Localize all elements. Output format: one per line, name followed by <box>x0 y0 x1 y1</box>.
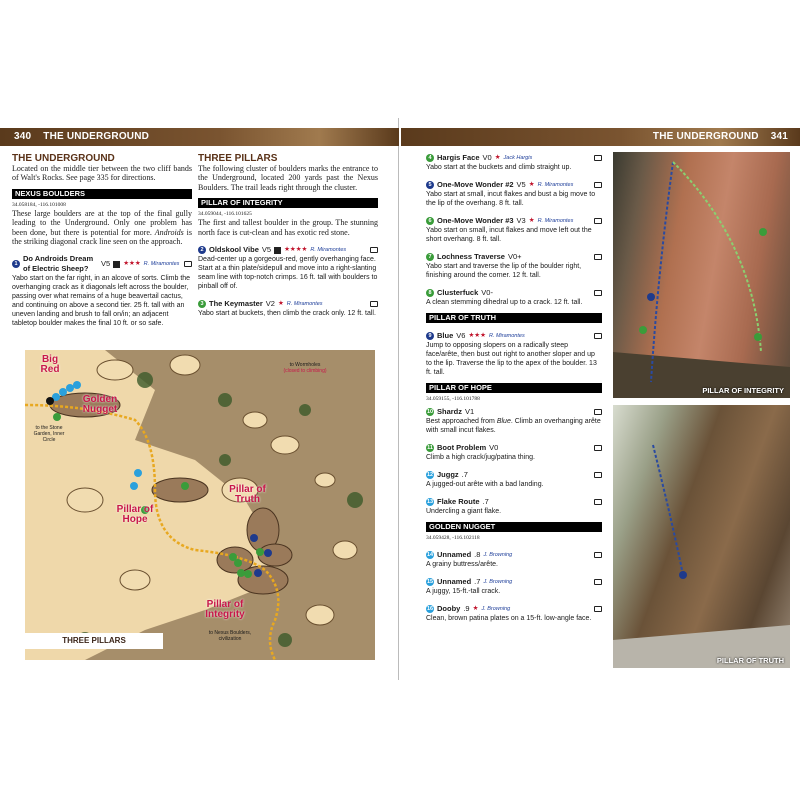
gps-coords: 34.059155, -116.101788 <box>426 396 480 402</box>
danger-icon <box>113 261 120 268</box>
map-note-wormholes <box>275 362 335 374</box>
route-grade: V1 <box>465 407 475 416</box>
route-number: 1 <box>12 260 20 268</box>
area-bar-nugget: GOLDEN NUGGET <box>426 522 602 532</box>
route-grade: V0+ <box>507 252 522 261</box>
route-name: Unnamed <box>437 577 472 586</box>
area-desc: The first and tallest boulder in the group. The stunning north face is cut-clean and has exotic red stone. <box>198 218 378 237</box>
photo-pillar-of-integrity <box>613 152 790 398</box>
map-note-nexus: to Nexus Boulders, civilization <box>208 630 252 642</box>
route-desc: Yabo start at small, incut flakes and bust a big move to the lip of the overhang. 8 ft. tall. <box>426 191 596 207</box>
first-ascent: R. Miramontes <box>537 218 574 224</box>
route-10 <box>426 407 602 435</box>
map-label-pillar-of-hope: Pillar of Hope <box>116 504 154 525</box>
route-grade: .7 <box>482 497 489 506</box>
route-9 <box>426 331 602 377</box>
text: Best approached from <box>426 418 497 425</box>
tick-checkbox[interactable] <box>594 290 602 296</box>
photo-caption: PILLAR OF TRUTH <box>716 656 784 665</box>
first-ascent: J. Browning <box>483 552 513 558</box>
route-grade: V0 <box>489 443 499 452</box>
tick-checkbox[interactable] <box>594 579 602 585</box>
star-rating: ★ <box>277 300 284 308</box>
topo-lines <box>613 405 790 668</box>
route-desc: A clean stemming dihedral up to a crack. 12 ft. tall. <box>426 299 583 306</box>
route-name: Blue <box>437 331 454 340</box>
route-number: 11 <box>427 445 433 451</box>
section-intro: The following cluster of boulders marks the entrance to the Underground, located 200 yards past the Nexus Boulders. The trail leads right through the cluster. <box>198 164 378 192</box>
route-number: 4 <box>426 154 434 162</box>
route-number: 3 <box>198 300 206 308</box>
route-desc: Clean, brown patina plates on a 15-ft. low-angle face. <box>426 615 592 622</box>
route-number: 16 <box>426 606 434 612</box>
route-number: 12 <box>426 472 434 478</box>
gps-coords: 34.059428, -116.102118 <box>426 535 480 541</box>
route-grade: V2 <box>265 299 275 309</box>
gps-coords: 34.058184, -116.101008 <box>12 201 66 208</box>
route-name: Dooby <box>437 604 461 613</box>
star-rating: ★★★★ <box>284 246 308 254</box>
route-desc: Climb a high crack/jug/patina thing. <box>426 454 535 461</box>
route-desc: Yabo start on the far right, in an alcove of sorts. Climb the overhanging crack as it diagonals left across the boulder, passing over what remains of a huge beavertail cactus, and continuing on above a second tier. 25 ft. tall with an uneven landing and brush to fall on/in; an adjacent tabletop boulder makes the final 10 ft. or so safe. <box>12 275 191 328</box>
route-grade: .9 <box>463 604 470 613</box>
route-14 <box>426 550 602 569</box>
text: (closed to climbing) <box>283 368 327 374</box>
star-rating: ★ <box>494 154 501 161</box>
route-grade: .8 <box>474 550 481 559</box>
route-desc: Yabo start at the buckets and climb straight up. <box>426 164 572 171</box>
route-name: Boot Problem <box>437 443 487 452</box>
text: to Wormholes <box>289 362 321 368</box>
route-3 <box>198 299 378 318</box>
first-ascent: R. Miramontes <box>488 333 525 339</box>
map-label-pillar-of-truth: Pillar of Truth <box>229 484 266 505</box>
route-grade: V5 <box>261 245 272 255</box>
text-em: Androids <box>154 227 184 237</box>
route-16 <box>426 604 602 623</box>
star-rating: ★ <box>472 605 479 612</box>
first-ascent: R. Miramontes <box>310 247 347 254</box>
route-desc: A grainy buttress/arête. <box>426 561 498 568</box>
route-5 <box>426 180 602 208</box>
route-number: 8 <box>426 289 434 297</box>
map-label-big-red: Big Red <box>40 354 60 375</box>
running-title: THE UNDERGROUND <box>652 131 759 142</box>
photo-caption: PILLAR OF INTEGRITY <box>702 386 784 395</box>
danger-icon <box>274 247 281 254</box>
route-desc: A juggy, 15-ft.-tall crack. <box>426 588 501 595</box>
route-11 <box>426 443 602 462</box>
route-name: Do Androids Dream of Electric Sheep? <box>23 254 94 274</box>
route-grade: V0 <box>482 153 492 162</box>
route-desc: Undercling a giant flake. <box>426 508 502 515</box>
tick-checkbox[interactable] <box>370 301 378 307</box>
first-ascent: R. Miramontes <box>286 301 323 308</box>
route-name: Hargis Face <box>437 153 480 162</box>
section-title: THREE PILLARS <box>198 153 278 164</box>
area-desc <box>12 209 192 247</box>
gps-coords: 34.059044, -116.101625 <box>198 211 252 218</box>
left-column <box>12 153 192 328</box>
route-name: Unnamed <box>437 550 472 559</box>
page-number: 341 <box>770 131 788 142</box>
tick-checkbox[interactable] <box>594 445 602 451</box>
route-desc: Yabo start at buckets, then climb the crack only. 12 ft. tall. <box>198 310 376 318</box>
star-rating: ★★★ <box>468 332 486 339</box>
first-ascent: R. Miramontes <box>143 261 180 268</box>
route-name: Lochness Traverse <box>437 252 505 261</box>
star-rating: ★ <box>528 181 535 188</box>
page-number: 340 <box>14 131 32 142</box>
map-title: THREE PILLARS <box>25 633 163 649</box>
route-name: One-Move Wonder #2 <box>437 180 514 189</box>
text-em: Blue <box>496 418 511 425</box>
route-15 <box>426 577 602 596</box>
tick-checkbox[interactable] <box>594 218 602 224</box>
route-number: 6 <box>426 217 434 225</box>
tick-checkbox[interactable] <box>594 499 602 505</box>
map-label-pillar-of-integrity: Pillar of Integrity <box>205 599 245 620</box>
topo-lines <box>613 152 790 398</box>
route-grade: V5 <box>516 180 526 189</box>
area-bar-integrity: PILLAR OF INTEGRITY <box>198 198 378 208</box>
right-column <box>426 153 602 623</box>
first-ascent: R. Miramontes <box>537 182 574 188</box>
route-2 <box>198 245 378 291</box>
first-ascent: J. Browning <box>481 606 511 612</box>
section-title: THE UNDERGROUND <box>12 153 115 164</box>
first-ascent: Jack Hargis <box>503 155 533 161</box>
running-title: THE UNDERGROUND <box>43 131 150 142</box>
route-7 <box>426 252 602 280</box>
route-desc: A jugged-out arête with a bad landing. <box>426 481 544 488</box>
route-grade: V0- <box>481 288 493 297</box>
text: These large boulders are at the top of the final gully leading to the Underground. Only one problem has been done, but there is potential for more. <box>12 208 192 237</box>
tick-checkbox[interactable] <box>594 182 602 188</box>
tick-checkbox[interactable] <box>594 606 602 612</box>
route-desc: Yabo start on small, incut flakes and move left out the short overhang. 8 ft. tall. <box>426 227 592 243</box>
map-note-stone-garden: to the Stone Garden, Inner Circle <box>33 425 65 443</box>
middle-column <box>198 153 378 318</box>
route-name: The Keymaster <box>209 299 263 309</box>
route-desc: Dead-center up a gorgeous-red, gently overhanging face. Start at a thin plate/sidepull and move into a right-slanting seam line with top-notch crimps. 16 ft. tall with boulders to pinball off of. <box>198 256 378 291</box>
tick-checkbox[interactable] <box>594 333 602 339</box>
area-map <box>25 350 375 660</box>
section-intro: Located on the middle tier between the two cliff bands of Walt's Rocks. See page 335 for directions. <box>12 164 192 183</box>
route-number: 13 <box>426 499 434 505</box>
area-bar-nexus: NEXUS BOULDERS <box>12 189 192 199</box>
route-12 <box>426 470 602 489</box>
route-name: One-Move Wonder #3 <box>437 216 514 225</box>
route-number: 2 <box>198 246 206 254</box>
route-13 <box>426 497 602 516</box>
tick-checkbox[interactable] <box>594 409 602 415</box>
tick-checkbox[interactable] <box>594 155 602 161</box>
route-number: 5 <box>426 181 434 189</box>
route-1 <box>12 254 192 328</box>
text: . Climb an overhanging arête with small incut flakes. <box>426 418 601 434</box>
tick-checkbox[interactable] <box>594 552 602 558</box>
route-number: 10 <box>426 409 434 415</box>
tick-checkbox[interactable] <box>184 261 192 267</box>
route-4 <box>426 153 602 172</box>
map-label-golden-nugget: Golden Nugget <box>82 394 118 415</box>
first-ascent: J. Browning <box>483 579 513 585</box>
route-desc <box>426 417 602 435</box>
right-page-header <box>401 128 800 146</box>
star-rating: ★ <box>528 217 535 224</box>
area-bar-truth: PILLAR OF TRUTH <box>426 313 602 323</box>
route-number: 15 <box>426 579 434 585</box>
route-name: Shardz <box>437 407 463 416</box>
route-number: 14 <box>426 552 434 558</box>
route-name: Clusterfuck <box>437 288 479 297</box>
route-grade: V6 <box>456 331 466 340</box>
tick-checkbox[interactable] <box>594 254 602 260</box>
route-desc: Yabo start and traverse the lip of the boulder right, finishing around the corner. 12 ft. tall. <box>426 263 582 279</box>
area-bar-hope: PILLAR OF HOPE <box>426 383 602 393</box>
route-8 <box>426 288 602 307</box>
route-name: Oldskool Vibe <box>209 245 259 255</box>
tick-checkbox[interactable] <box>594 472 602 478</box>
route-6 <box>426 216 602 244</box>
star-rating: ★★★ <box>123 260 141 268</box>
route-name: Juggz <box>437 470 459 479</box>
route-desc: Jump to opposing slopers on a radically steep face/arête, then bust out right to another sloper and up to the lip. Traverse the lip to the apex of the boulder. 13 ft. tall. <box>426 342 597 376</box>
text: is the striking diagonal crack line seen on the approach. <box>12 227 192 247</box>
route-name: Flake Route <box>437 497 480 506</box>
route-grade: .7 <box>474 577 481 586</box>
tick-checkbox[interactable] <box>370 247 378 253</box>
route-number: 7 <box>426 253 434 261</box>
route-grade: V5 <box>101 259 111 269</box>
route-grade: V3 <box>516 216 526 225</box>
photo-pillar-of-truth <box>613 405 790 668</box>
route-grade: .7 <box>461 470 468 479</box>
left-page-header <box>0 128 399 146</box>
route-number: 9 <box>426 332 434 340</box>
